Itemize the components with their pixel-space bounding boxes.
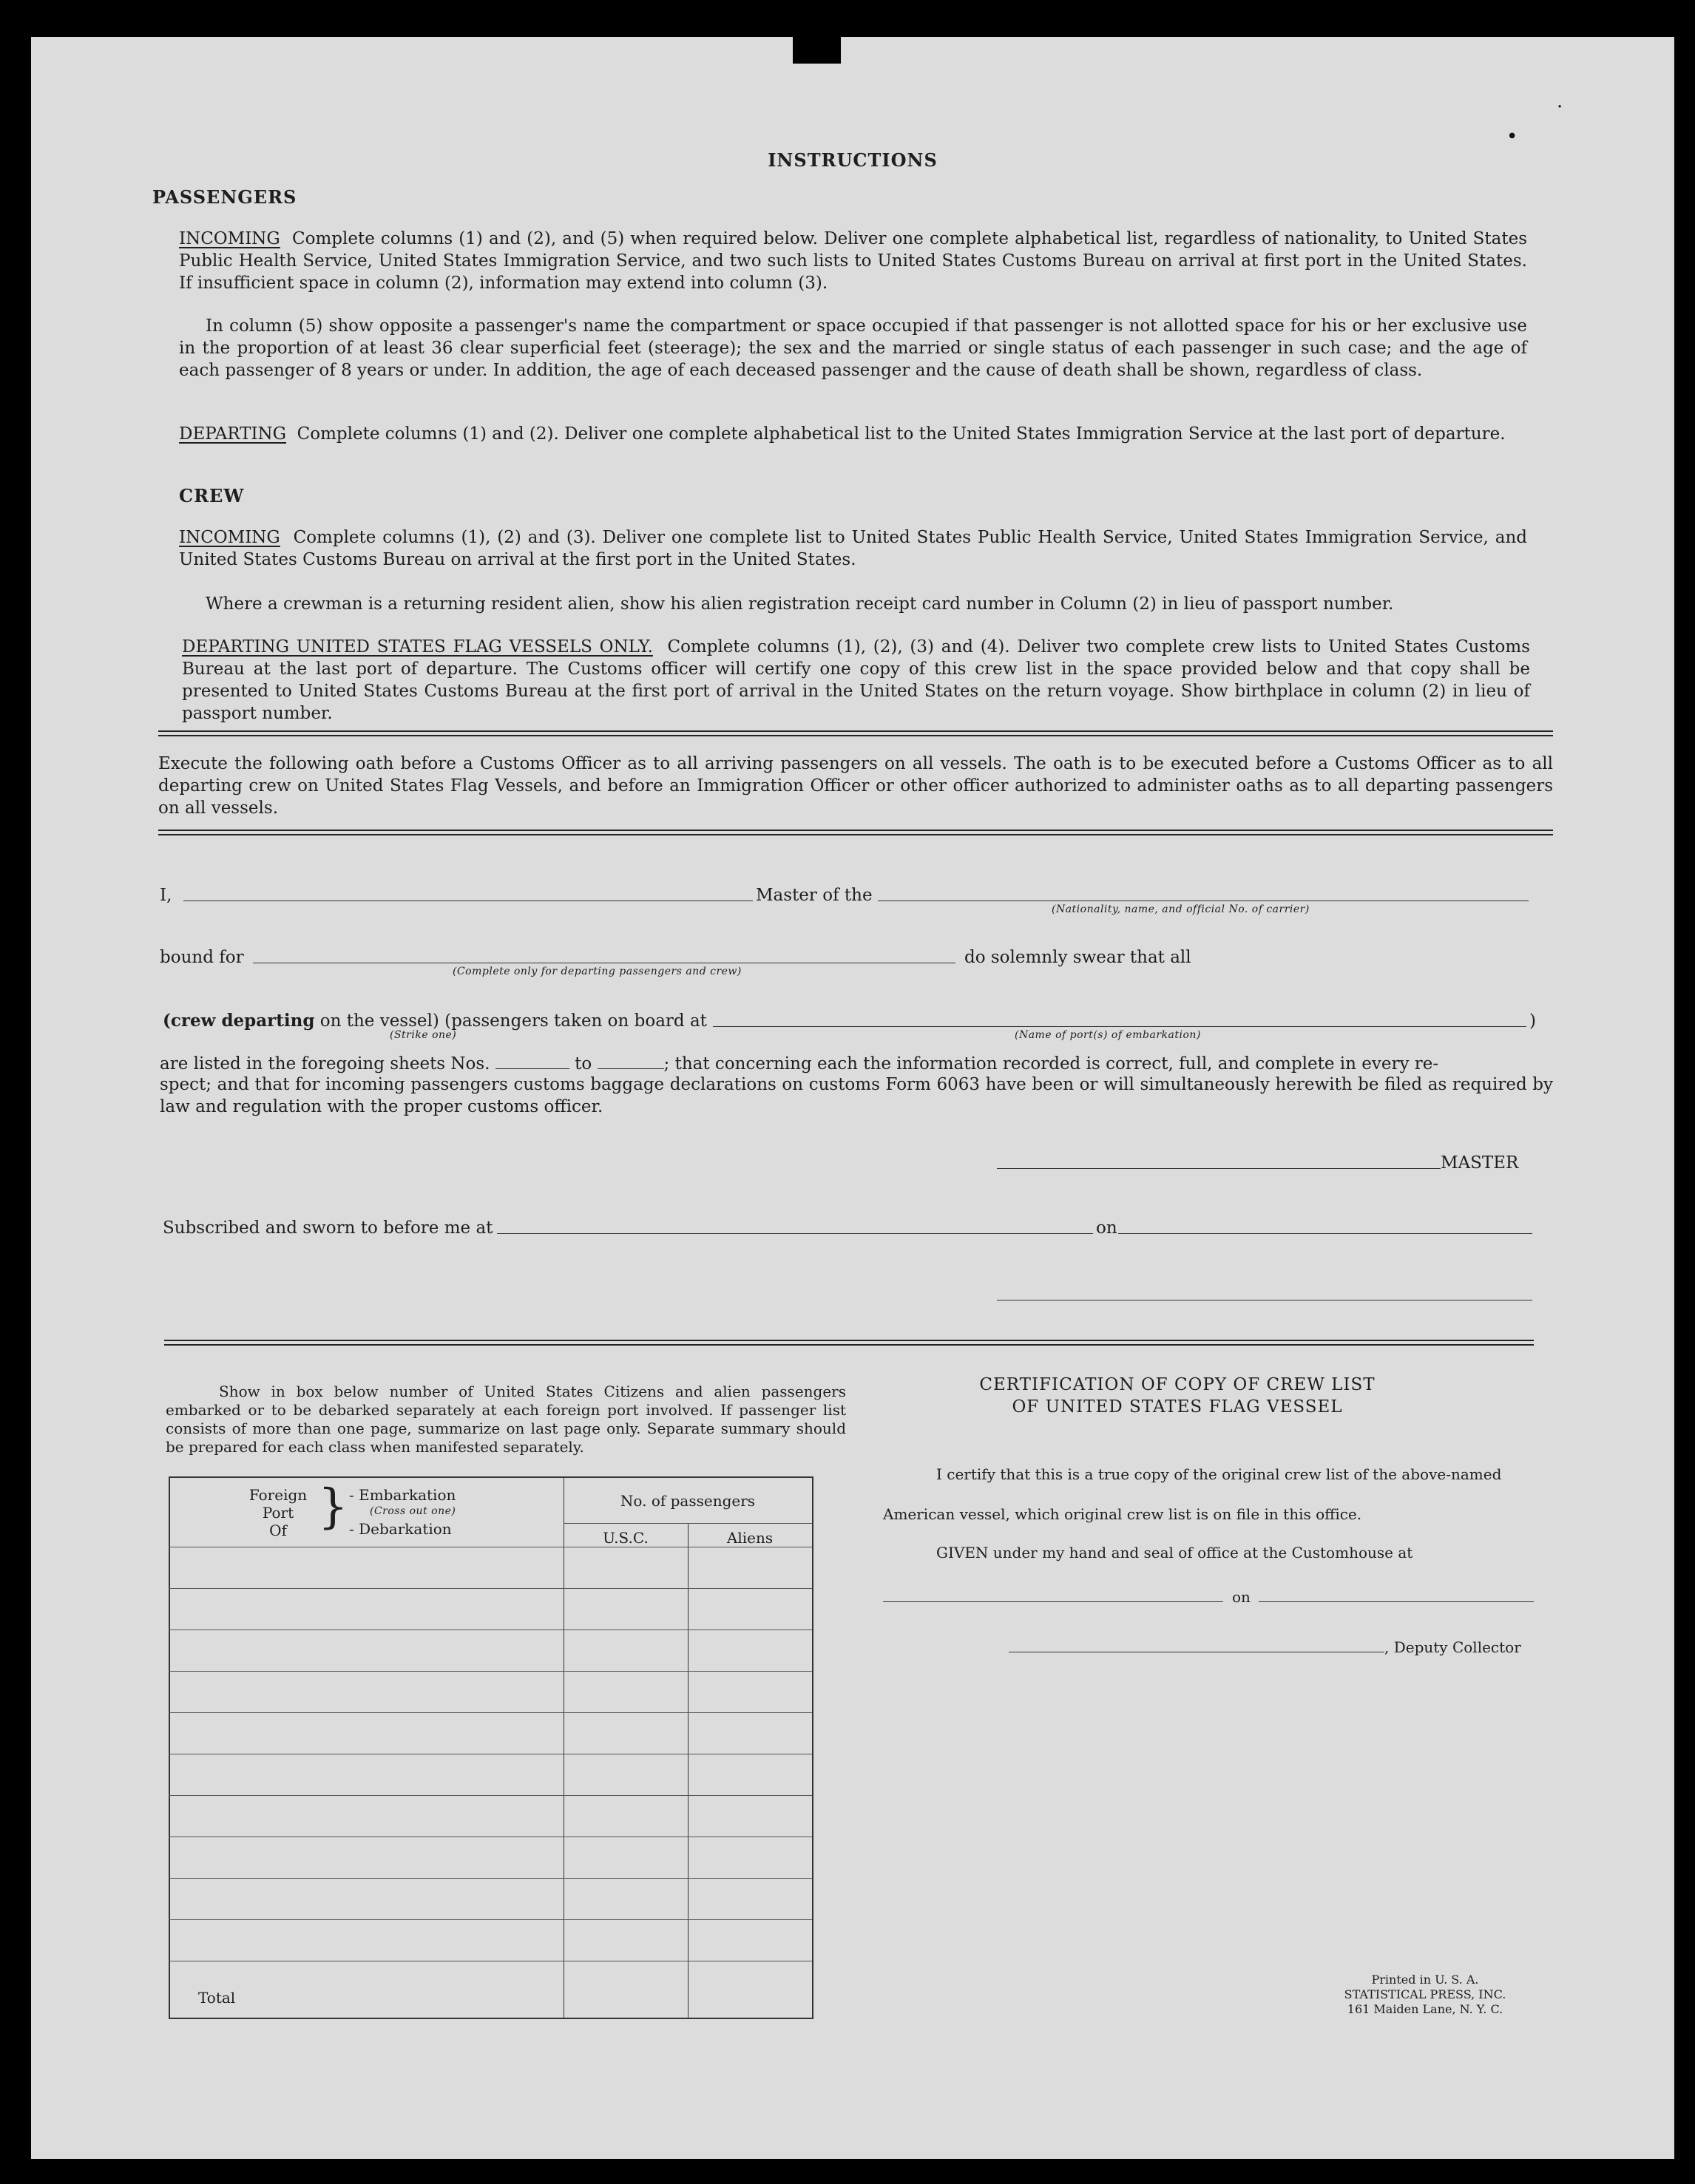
section-divider: [158, 730, 1553, 736]
debarkation-label: - Debarkation: [349, 1520, 452, 1538]
form-page: [31, 37, 1674, 2159]
of-text: Of: [269, 1522, 287, 1539]
brace-icon: }: [318, 1479, 348, 1534]
cert-on-label: on: [1232, 1588, 1251, 1606]
aliens-header: Aliens: [726, 1529, 774, 1547]
sheets-paragraph: spect; and that for incoming passengers customs baggage declarations on customs Form 6063 have been or will simultaneously herewith be filed as required by law and regulation with the proper customs officer.: [160, 1075, 1553, 1116]
ink-speck: •: [1506, 126, 1518, 148]
i-label: I,: [160, 886, 172, 905]
sheets-text: ; that concerning each the information recorded is correct, full, and complete in every re-: [663, 1054, 1439, 1074]
table-col-divider: [688, 1523, 689, 2018]
crewman-paragraph: Where a crewman is a returning resident alien, show his alien registration receipt card number in Column (2) in lieu of passport number.: [206, 594, 1394, 614]
flag-vessels-text: Complete columns (1), (2), (3) and (4). Deliver two complete crew lists to United States Customs Bureau at the last port of departure. The Customs officer will certify one copy of this crew list in the space provided below and that copy shall be presented to United States Customs Bureau at the first port of arrival in the United States on the return voyage. Show birthplace in column (2) in lieu of passport number.: [182, 637, 1530, 723]
table-row: [169, 1795, 812, 1796]
table-row: [169, 1671, 812, 1672]
no-of-passengers-header: No. of passengers: [620, 1492, 756, 1510]
passengers-departing-text: Complete columns (1) and (2). Deliver one complete alphabetical list to the United States Immigration Service at the last port of departure.: [297, 424, 1506, 444]
foreign-text: Foreign: [248, 1486, 308, 1504]
deputy-collector-label: , Deputy Collector: [1384, 1638, 1521, 1656]
port-caption: (Name of port(s) of embarkation): [1015, 1029, 1201, 1041]
subscribed-label: Subscribed and sworn to before me at: [163, 1218, 493, 1238]
passengers-taken-text: (passengers taken on board at: [444, 1011, 707, 1031]
crew-incoming-paragraph: [179, 526, 1527, 571]
passengers-departing-paragraph: [179, 423, 1527, 445]
printer-line-3: 161 Maiden Lane, N. Y. C.: [1347, 2002, 1503, 2016]
printer-imprint: [1303, 1973, 1547, 2017]
section-divider: [158, 830, 1553, 835]
passengers-heading: PASSENGERS: [152, 186, 297, 208]
certify-line-1: I certify that this is a true copy of the original crew list of the above-named: [936, 1465, 1502, 1483]
crew-incoming-label: INCOMING: [179, 528, 280, 547]
total-label: Total: [198, 1989, 236, 2007]
table-row: [169, 1629, 812, 1630]
close-paren: ): [1529, 1011, 1536, 1031]
certification-title-line-2: OF UNITED STATES FLAG VESSEL: [1012, 1397, 1343, 1417]
cert-date-field[interactable]: [1259, 1601, 1534, 1602]
flag-vessels-paragraph: [182, 636, 1530, 725]
oath-intro: Execute the following oath before a Customs Officer as to all arriving passengers on all vessels. The oath is to be executed before a Customs Officer as to all departing crew on United States Flag Vessels, and before an Immigration Officer or other officer authorized to administer oaths as to all departing passengers on all vessels.: [158, 754, 1553, 818]
port-text: Port: [262, 1504, 294, 1522]
departing-label: DEPARTING: [179, 424, 287, 444]
customhouse-field[interactable]: [883, 1601, 1223, 1602]
certification-title: [918, 1374, 1436, 1418]
strike-caption: (Strike one): [390, 1029, 457, 1041]
certification-title-line-1: CERTIFICATION OF COPY OF CREW LIST: [979, 1375, 1376, 1394]
bound-for-caption: (Complete only for departing passengers and crew): [453, 966, 742, 977]
table-header-divider: [564, 1523, 812, 1524]
master-signature-field[interactable]: [997, 1168, 1441, 1169]
foreign-port-of-label: [241, 1486, 315, 1539]
certify-line-2: American vessel, which original crew list is on file in this office.: [883, 1505, 1362, 1523]
crew-heading: CREW: [179, 485, 245, 506]
sheets-to-label: to: [575, 1054, 592, 1074]
master-of-label: Master of the: [756, 886, 873, 905]
table-row: [169, 1919, 812, 1920]
on-vessel-text: on the vessel): [319, 1011, 439, 1031]
cross-out-caption: (Cross out one): [370, 1505, 456, 1517]
bound-for-label: bound for: [160, 948, 244, 967]
sworn-date-field[interactable]: [1118, 1233, 1532, 1234]
given-line: GIVEN under my hand and seal of office at the Customhouse at: [936, 1544, 1413, 1561]
crew-incoming-text: Complete columns (1), (2) and (3). Deliver one complete list to United States Public Health Service, United States Immigration Service, and United States Customs Bureau on arrival at the first port in the United States.: [179, 528, 1527, 569]
table-row: [169, 1878, 812, 1879]
ink-speck: ·: [1557, 96, 1563, 118]
master-label: MASTER: [1441, 1153, 1519, 1173]
embarkation-port-field[interactable]: [713, 1026, 1526, 1027]
summary-note: Show in box below number of United States Citizens and alien passengers embarked or to be debarked separately at each foreign port involved. If passenger list consists of more than one page, summarize on last page only. Separate summary should be prepared for each class when manifested separately.: [166, 1383, 846, 1456]
flag-vessels-label: DEPARTING UNITED STATES FLAG VESSELS ONLY.: [182, 637, 653, 657]
scan-tab-mark: [793, 31, 841, 64]
carrier-caption: (Nationality, name, and official No. of carrier): [1052, 903, 1310, 915]
usc-header: U.S.C.: [603, 1529, 649, 1547]
printer-line-1: Printed in U. S. A.: [1371, 1973, 1479, 1987]
instructions-title: INSTRUCTIONS: [768, 149, 938, 171]
incoming-label: INCOMING: [179, 229, 280, 248]
sheets-label: are listed in the foregoing sheets Nos.: [160, 1054, 490, 1074]
sheets-line: [160, 1053, 1438, 1075]
passenger-summary-table: [169, 1476, 813, 2019]
sworn-place-field[interactable]: [497, 1233, 1093, 1234]
passengers-incoming-paragraph: [179, 228, 1527, 294]
crew-departing-text: (crew departing: [163, 1011, 315, 1031]
sheet-to-field[interactable]: [598, 1068, 664, 1069]
embarkation-label: - Embarkation: [349, 1486, 456, 1504]
passengers-incoming-text: Complete columns (1) and (2), and (5) when required below. Deliver one complete alphabetical list, regardless of nationality, to United States Public Health Service, United States Immigration Service, and two such lists to United States Customs Bureau on arrival at first port in the United States. If insufficient space in column (2), information may extend into column (3).: [179, 229, 1527, 293]
section-divider: [164, 1340, 1534, 1346]
swear-text: do solemnly swear that all: [964, 948, 1191, 967]
table-row: [169, 1588, 812, 1589]
table-row: [169, 1712, 812, 1713]
sworn-on-label: on: [1096, 1218, 1117, 1238]
column5-paragraph: In column (5) show opposite a passenger's name the compartment or space occupied if that passenger is not allotted space for his or her exclusive use in the proportion of at least 36 clear superficial feet (steerage); the sex and the married or single status of each passenger in such case; and the age of each passenger of 8 years or under. In addition, the age of each deceased passenger and the cause of death shall be shown, regardless of class.: [179, 316, 1527, 380]
printer-line-2: STATISTICAL PRESS, INC.: [1344, 1987, 1506, 2001]
sheet-from-field[interactable]: [495, 1068, 569, 1069]
